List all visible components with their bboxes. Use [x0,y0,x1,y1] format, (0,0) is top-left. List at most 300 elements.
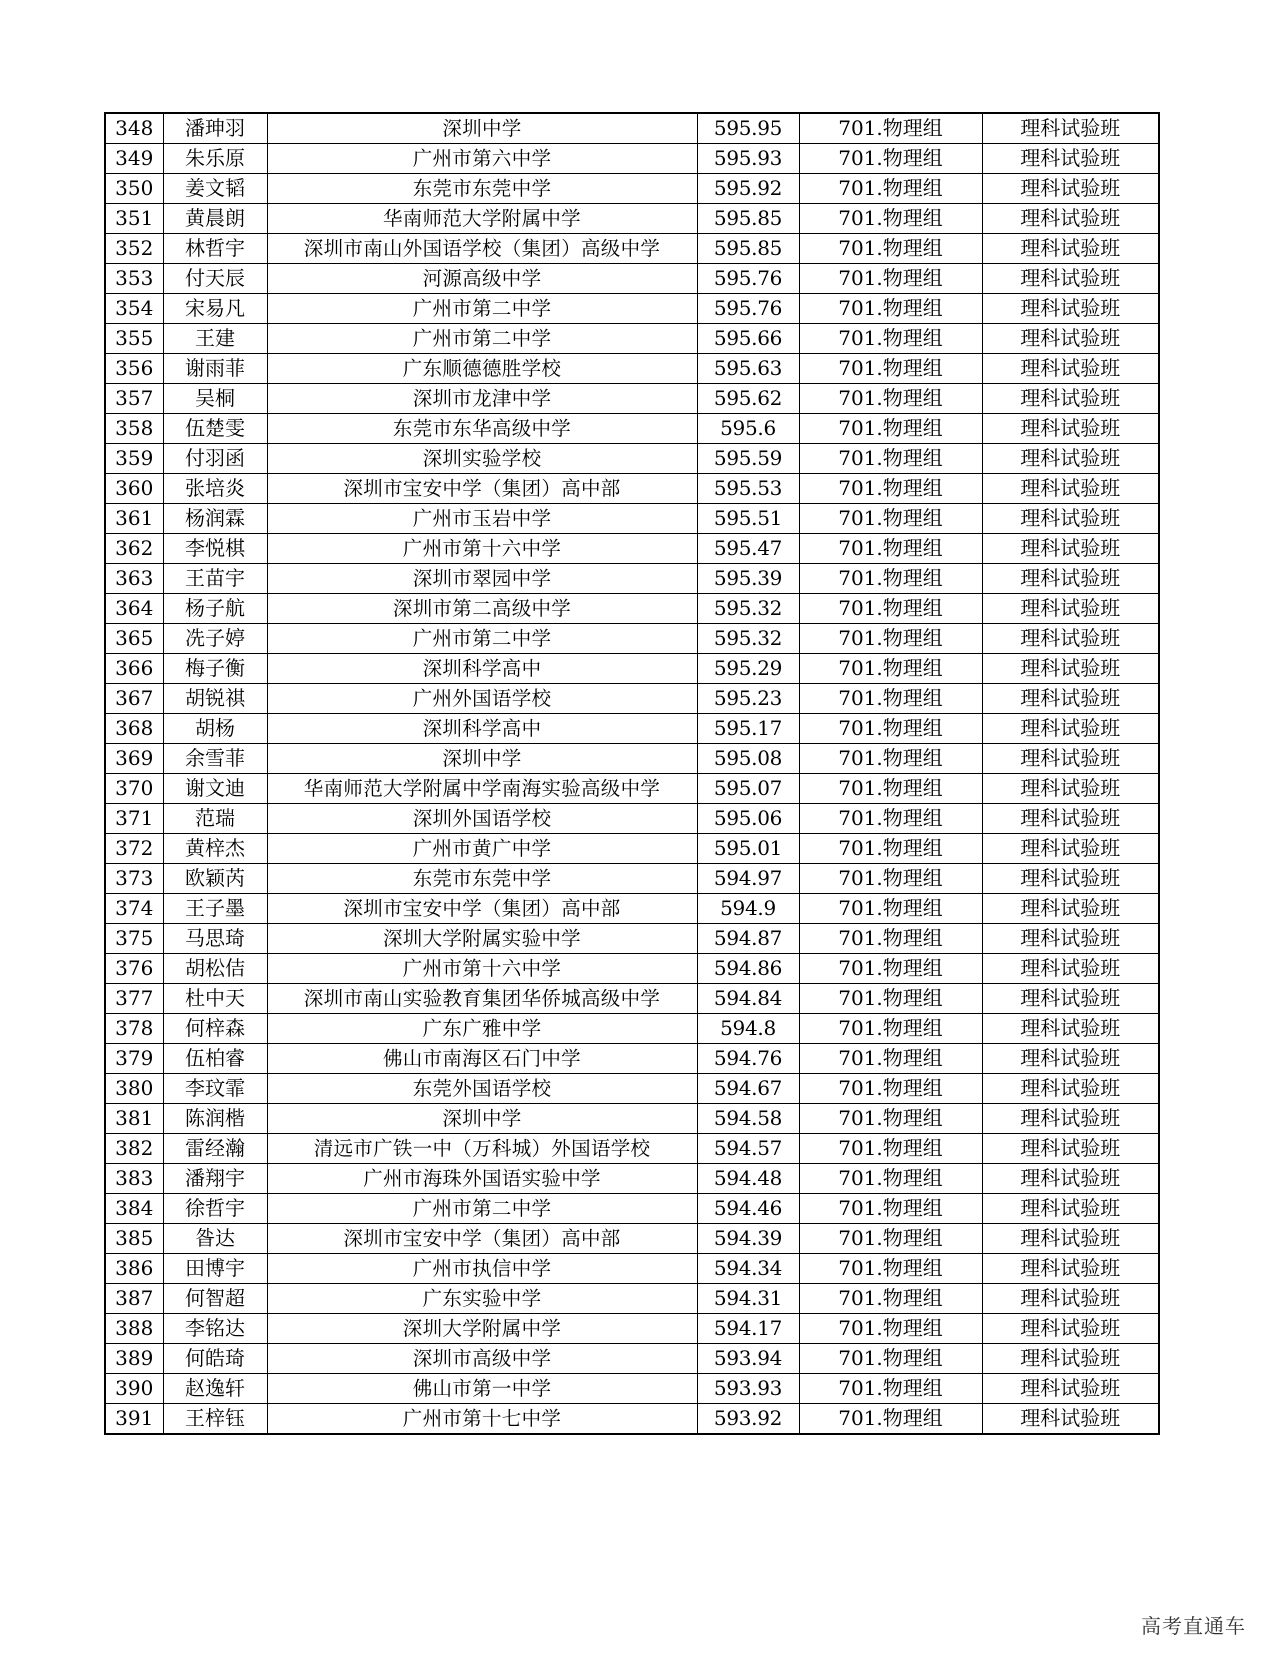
school-name-cell: 深圳大学附属实验中学 [267,924,697,954]
subject-group-cell: 701.物理组 [799,834,982,864]
class-type-cell: 理科试验班 [982,594,1159,624]
subject-group-cell: 701.物理组 [799,1404,982,1435]
table-row [105,1134,1159,1164]
student-name-cell: 余雪菲 [163,744,267,774]
row-number-cell: 390 [105,1374,163,1404]
row-number-cell: 388 [105,1314,163,1344]
row-number-cell: 368 [105,714,163,744]
table-row [105,504,1159,534]
score-value-cell: 595.93 [697,144,799,174]
table-row [105,444,1159,474]
score-value-cell: 593.93 [697,1374,799,1404]
class-type-cell: 理科试验班 [982,1404,1159,1435]
student-name-cell: 赵逸轩 [163,1374,267,1404]
row-number-cell: 375 [105,924,163,954]
school-name-cell: 广州市第六中学 [267,144,697,174]
score-value-cell: 593.92 [697,1404,799,1435]
score-value-cell: 595.01 [697,834,799,864]
class-type-cell: 理科试验班 [982,234,1159,264]
table-row [105,684,1159,714]
score-value-cell: 594.86 [697,954,799,984]
class-type-cell: 理科试验班 [982,894,1159,924]
score-value-cell: 595.29 [697,654,799,684]
score-value-cell: 594.39 [697,1224,799,1254]
score-value-cell: 595.95 [697,113,799,144]
class-type-cell: 理科试验班 [982,264,1159,294]
student-name-cell: 李玟霏 [163,1074,267,1104]
school-name-cell: 深圳中学 [267,113,697,144]
table-row [105,654,1159,684]
student-name-cell: 梅子衡 [163,654,267,684]
subject-group-cell: 701.物理组 [799,1224,982,1254]
score-value-cell: 594.84 [697,984,799,1014]
subject-group-cell: 701.物理组 [799,1344,982,1374]
school-name-cell: 东莞市东莞中学 [267,864,697,894]
school-name-cell: 广州市第十七中学 [267,1404,697,1435]
row-number-cell: 381 [105,1104,163,1134]
student-name-cell: 谢文迪 [163,774,267,804]
table-row [105,474,1159,504]
table-row [105,1374,1159,1404]
school-name-cell: 广州市执信中学 [267,1254,697,1284]
row-number-cell: 378 [105,1014,163,1044]
score-value-cell: 595.23 [697,684,799,714]
row-number-cell: 364 [105,594,163,624]
class-type-cell: 理科试验班 [982,1284,1159,1314]
student-name-cell: 李悦棋 [163,534,267,564]
table-row [105,954,1159,984]
row-number-cell: 380 [105,1074,163,1104]
subject-group-cell: 701.物理组 [799,1254,982,1284]
subject-group-cell: 701.物理组 [799,594,982,624]
student-name-cell: 昝达 [163,1224,267,1254]
row-number-cell: 351 [105,204,163,234]
score-value-cell: 595.06 [697,804,799,834]
class-type-cell: 理科试验班 [982,354,1159,384]
student-name-cell: 付天辰 [163,264,267,294]
row-number-cell: 382 [105,1134,163,1164]
student-name-cell: 陈润楷 [163,1104,267,1134]
score-value-cell: 594.58 [697,1104,799,1134]
subject-group-cell: 701.物理组 [799,654,982,684]
table-row [105,294,1159,324]
subject-group-cell: 701.物理组 [799,294,982,324]
score-value-cell: 595.59 [697,444,799,474]
subject-group-cell: 701.物理组 [799,744,982,774]
subject-group-cell: 701.物理组 [799,1194,982,1224]
class-type-cell: 理科试验班 [982,1104,1159,1134]
row-number-cell: 387 [105,1284,163,1314]
row-number-cell: 386 [105,1254,163,1284]
class-type-cell: 理科试验班 [982,174,1159,204]
score-value-cell: 595.08 [697,744,799,774]
school-name-cell: 深圳市龙津中学 [267,384,697,414]
score-value-cell: 594.34 [697,1254,799,1284]
class-type-cell: 理科试验班 [982,474,1159,504]
student-name-cell: 潘翔宇 [163,1164,267,1194]
class-type-cell: 理科试验班 [982,564,1159,594]
school-name-cell: 深圳科学高中 [267,654,697,684]
table-row [105,624,1159,654]
table-row [105,864,1159,894]
school-name-cell: 深圳市高级中学 [267,1344,697,1374]
student-name-cell: 付羽函 [163,444,267,474]
class-type-cell: 理科试验班 [982,113,1159,144]
class-type-cell: 理科试验班 [982,504,1159,534]
subject-group-cell: 701.物理组 [799,144,982,174]
score-value-cell: 595.76 [697,294,799,324]
student-name-cell: 王建 [163,324,267,354]
table-row [105,894,1159,924]
school-name-cell: 华南师范大学附属中学南海实验高级中学 [267,774,697,804]
subject-group-cell: 701.物理组 [799,113,982,144]
student-name-cell: 黄梓杰 [163,834,267,864]
subject-group-cell: 701.物理组 [799,234,982,264]
student-name-cell: 朱乐原 [163,144,267,174]
student-name-cell: 潘珅羽 [163,113,267,144]
subject-group-cell: 701.物理组 [799,1074,982,1104]
school-name-cell: 广州外国语学校 [267,684,697,714]
school-name-cell: 东莞市东莞中学 [267,174,697,204]
subject-group-cell: 701.物理组 [799,924,982,954]
score-value-cell: 595.32 [697,624,799,654]
subject-group-cell: 701.物理组 [799,174,982,204]
score-value-cell: 594.67 [697,1074,799,1104]
subject-group-cell: 701.物理组 [799,1014,982,1044]
school-name-cell: 东莞外国语学校 [267,1074,697,1104]
row-number-cell: 391 [105,1404,163,1435]
subject-group-cell: 701.物理组 [799,474,982,504]
table-row [105,1254,1159,1284]
subject-group-cell: 701.物理组 [799,1314,982,1344]
table-row [105,354,1159,384]
score-value-cell: 595.76 [697,264,799,294]
school-name-cell: 广州市第二中学 [267,324,697,354]
score-value-cell: 594.9 [697,894,799,924]
subject-group-cell: 701.物理组 [799,774,982,804]
score-value-cell: 594.76 [697,1044,799,1074]
school-name-cell: 深圳外国语学校 [267,804,697,834]
table-row [105,714,1159,744]
school-name-cell: 广州市第二中学 [267,294,697,324]
score-value-cell: 593.94 [697,1344,799,1374]
subject-group-cell: 701.物理组 [799,1164,982,1194]
subject-group-cell: 701.物理组 [799,714,982,744]
school-name-cell: 深圳市南山实验教育集团华侨城高级中学 [267,984,697,1014]
table-row [105,1344,1159,1374]
student-name-cell: 黄晨朗 [163,204,267,234]
table-row [105,1074,1159,1104]
school-name-cell: 深圳市南山外国语学校（集团）高级中学 [267,234,697,264]
school-name-cell: 广州市黄广中学 [267,834,697,864]
score-value-cell: 594.46 [697,1194,799,1224]
subject-group-cell: 701.物理组 [799,414,982,444]
row-number-cell: 355 [105,324,163,354]
row-number-cell: 374 [105,894,163,924]
subject-group-cell: 701.物理组 [799,864,982,894]
class-type-cell: 理科试验班 [982,924,1159,954]
student-name-cell: 徐哲宇 [163,1194,267,1224]
class-type-cell: 理科试验班 [982,1254,1159,1284]
class-type-cell: 理科试验班 [982,324,1159,354]
school-name-cell: 东莞市东华高级中学 [267,414,697,444]
subject-group-cell: 701.物理组 [799,1104,982,1134]
table-body [105,113,1159,1434]
subject-group-cell: 701.物理组 [799,684,982,714]
student-name-cell: 杨润霖 [163,504,267,534]
class-type-cell: 理科试验班 [982,714,1159,744]
student-name-cell: 田博宇 [163,1254,267,1284]
student-name-cell: 张培炎 [163,474,267,504]
table-row [105,1404,1159,1435]
student-name-cell: 何智超 [163,1284,267,1314]
class-type-cell: 理科试验班 [982,1164,1159,1194]
student-name-cell: 胡杨 [163,714,267,744]
class-type-cell: 理科试验班 [982,534,1159,564]
school-name-cell: 广州市海珠外国语实验中学 [267,1164,697,1194]
row-number-cell: 373 [105,864,163,894]
row-number-cell: 349 [105,144,163,174]
table-row [105,204,1159,234]
class-type-cell: 理科试验班 [982,1314,1159,1344]
score-value-cell: 594.48 [697,1164,799,1194]
school-name-cell: 深圳市宝安中学（集团）高中部 [267,1224,697,1254]
student-name-cell: 胡松佶 [163,954,267,984]
school-name-cell: 深圳市宝安中学（集团）高中部 [267,474,697,504]
school-name-cell: 深圳市翠园中学 [267,564,697,594]
subject-group-cell: 701.物理组 [799,954,982,984]
row-number-cell: 362 [105,534,163,564]
table-row [105,1014,1159,1044]
school-name-cell: 广州市玉岩中学 [267,504,697,534]
student-name-cell: 冼子婷 [163,624,267,654]
row-number-cell: 389 [105,1344,163,1374]
table-row [105,1044,1159,1074]
class-type-cell: 理科试验班 [982,684,1159,714]
school-name-cell: 广州市第二中学 [267,624,697,654]
subject-group-cell: 701.物理组 [799,324,982,354]
score-value-cell: 595.51 [697,504,799,534]
student-name-cell: 胡锐祺 [163,684,267,714]
student-name-cell: 杜中天 [163,984,267,1014]
school-name-cell: 河源高级中学 [267,264,697,294]
row-number-cell: 384 [105,1194,163,1224]
class-type-cell: 理科试验班 [982,774,1159,804]
subject-group-cell: 701.物理组 [799,264,982,294]
table-row [105,594,1159,624]
student-name-cell: 伍柏睿 [163,1044,267,1074]
table-row [105,564,1159,594]
score-value-cell: 595.17 [697,714,799,744]
score-value-cell: 594.31 [697,1284,799,1314]
table-row [105,534,1159,564]
subject-group-cell: 701.物理组 [799,204,982,234]
subject-group-cell: 701.物理组 [799,894,982,924]
score-value-cell: 595.07 [697,774,799,804]
row-number-cell: 350 [105,174,163,204]
subject-group-cell: 701.物理组 [799,444,982,474]
score-value-cell: 595.39 [697,564,799,594]
row-number-cell: 352 [105,234,163,264]
school-name-cell: 广州市第二中学 [267,1194,697,1224]
score-value-cell: 594.97 [697,864,799,894]
table-row [105,1164,1159,1194]
row-number-cell: 377 [105,984,163,1014]
subject-group-cell: 701.物理组 [799,1134,982,1164]
school-name-cell: 广东广雅中学 [267,1014,697,1044]
school-name-cell: 广东顺德德胜学校 [267,354,697,384]
subject-group-cell: 701.物理组 [799,1044,982,1074]
table-row [105,804,1159,834]
row-number-cell: 383 [105,1164,163,1194]
class-type-cell: 理科试验班 [982,444,1159,474]
score-value-cell: 595.6 [697,414,799,444]
score-value-cell: 594.8 [697,1014,799,1044]
row-number-cell: 372 [105,834,163,864]
school-name-cell: 深圳实验学校 [267,444,697,474]
row-number-cell: 348 [105,113,163,144]
school-name-cell: 深圳市宝安中学（集团）高中部 [267,894,697,924]
row-number-cell: 385 [105,1224,163,1254]
score-value-cell: 594.17 [697,1314,799,1344]
student-name-cell: 雷经瀚 [163,1134,267,1164]
row-number-cell: 365 [105,624,163,654]
score-value-cell: 595.32 [697,594,799,624]
student-name-cell: 王子墨 [163,894,267,924]
school-name-cell: 深圳中学 [267,1104,697,1134]
score-value-cell: 595.66 [697,324,799,354]
student-name-cell: 范瑞 [163,804,267,834]
subject-group-cell: 701.物理组 [799,534,982,564]
school-name-cell: 深圳大学附属中学 [267,1314,697,1344]
student-name-cell: 宋易凡 [163,294,267,324]
class-type-cell: 理科试验班 [982,204,1159,234]
school-name-cell: 华南师范大学附属中学 [267,204,697,234]
class-type-cell: 理科试验班 [982,744,1159,774]
table-row [105,1224,1159,1254]
class-type-cell: 理科试验班 [982,1224,1159,1254]
student-name-cell: 王苗宇 [163,564,267,594]
score-value-cell: 595.53 [697,474,799,504]
table-row [105,924,1159,954]
score-value-cell: 594.87 [697,924,799,954]
table-row [105,384,1159,414]
watermark-text: 高考直通车 [1141,1614,1246,1638]
class-type-cell: 理科试验班 [982,864,1159,894]
table-row [105,834,1159,864]
table-row [105,984,1159,1014]
row-number-cell: 370 [105,774,163,804]
table-row [105,264,1159,294]
class-type-cell: 理科试验班 [982,624,1159,654]
school-name-cell: 广州市第十六中学 [267,954,697,984]
row-number-cell: 357 [105,384,163,414]
class-type-cell: 理科试验班 [982,1194,1159,1224]
student-name-cell: 伍楚雯 [163,414,267,444]
subject-group-cell: 701.物理组 [799,504,982,534]
subject-group-cell: 701.物理组 [799,624,982,654]
row-number-cell: 361 [105,504,163,534]
table-row [105,1284,1159,1314]
table-row [105,174,1159,204]
class-type-cell: 理科试验班 [982,834,1159,864]
row-number-cell: 360 [105,474,163,504]
table-row [105,744,1159,774]
subject-group-cell: 701.物理组 [799,1374,982,1404]
subject-group-cell: 701.物理组 [799,384,982,414]
student-name-cell: 姜文韬 [163,174,267,204]
student-name-cell: 王梓钰 [163,1404,267,1435]
table-row [105,1104,1159,1134]
score-value-cell: 595.47 [697,534,799,564]
student-name-cell: 何梓森 [163,1014,267,1044]
row-number-cell: 358 [105,414,163,444]
student-name-cell: 何皓琦 [163,1344,267,1374]
school-name-cell: 广州市第十六中学 [267,534,697,564]
student-name-cell: 谢雨菲 [163,354,267,384]
school-name-cell: 深圳市第二高级中学 [267,594,697,624]
score-value-cell: 595.62 [697,384,799,414]
score-value-cell: 595.63 [697,354,799,384]
class-type-cell: 理科试验班 [982,414,1159,444]
row-number-cell: 367 [105,684,163,714]
table-row [105,774,1159,804]
row-number-cell: 371 [105,804,163,834]
class-type-cell: 理科试验班 [982,654,1159,684]
row-number-cell: 366 [105,654,163,684]
class-type-cell: 理科试验班 [982,984,1159,1014]
student-name-cell: 吴桐 [163,384,267,414]
class-type-cell: 理科试验班 [982,1134,1159,1164]
school-name-cell: 广东实验中学 [267,1284,697,1314]
class-type-cell: 理科试验班 [982,1344,1159,1374]
school-name-cell: 佛山市南海区石门中学 [267,1044,697,1074]
class-type-cell: 理科试验班 [982,954,1159,984]
row-number-cell: 376 [105,954,163,984]
table-row [105,1314,1159,1344]
school-name-cell: 清远市广铁一中（万科城）外国语学校 [267,1134,697,1164]
admission-list-table [104,112,1160,1435]
class-type-cell: 理科试验班 [982,384,1159,414]
row-number-cell: 354 [105,294,163,324]
subject-group-cell: 701.物理组 [799,984,982,1014]
table-row [105,144,1159,174]
table-row [105,1194,1159,1224]
student-name-cell: 马思琦 [163,924,267,954]
class-type-cell: 理科试验班 [982,1014,1159,1044]
score-value-cell: 595.85 [697,204,799,234]
student-name-cell: 杨子航 [163,594,267,624]
class-type-cell: 理科试验班 [982,804,1159,834]
student-name-cell: 欧颖芮 [163,864,267,894]
class-type-cell: 理科试验班 [982,1044,1159,1074]
table-row [105,234,1159,264]
score-value-cell: 594.57 [697,1134,799,1164]
score-value-cell: 595.92 [697,174,799,204]
subject-group-cell: 701.物理组 [799,1284,982,1314]
row-number-cell: 353 [105,264,163,294]
class-type-cell: 理科试验班 [982,1074,1159,1104]
row-number-cell: 363 [105,564,163,594]
row-number-cell: 359 [105,444,163,474]
subject-group-cell: 701.物理组 [799,564,982,594]
school-name-cell: 深圳中学 [267,744,697,774]
class-type-cell: 理科试验班 [982,144,1159,174]
score-value-cell: 595.85 [697,234,799,264]
row-number-cell: 379 [105,1044,163,1074]
table-row [105,414,1159,444]
row-number-cell: 356 [105,354,163,384]
